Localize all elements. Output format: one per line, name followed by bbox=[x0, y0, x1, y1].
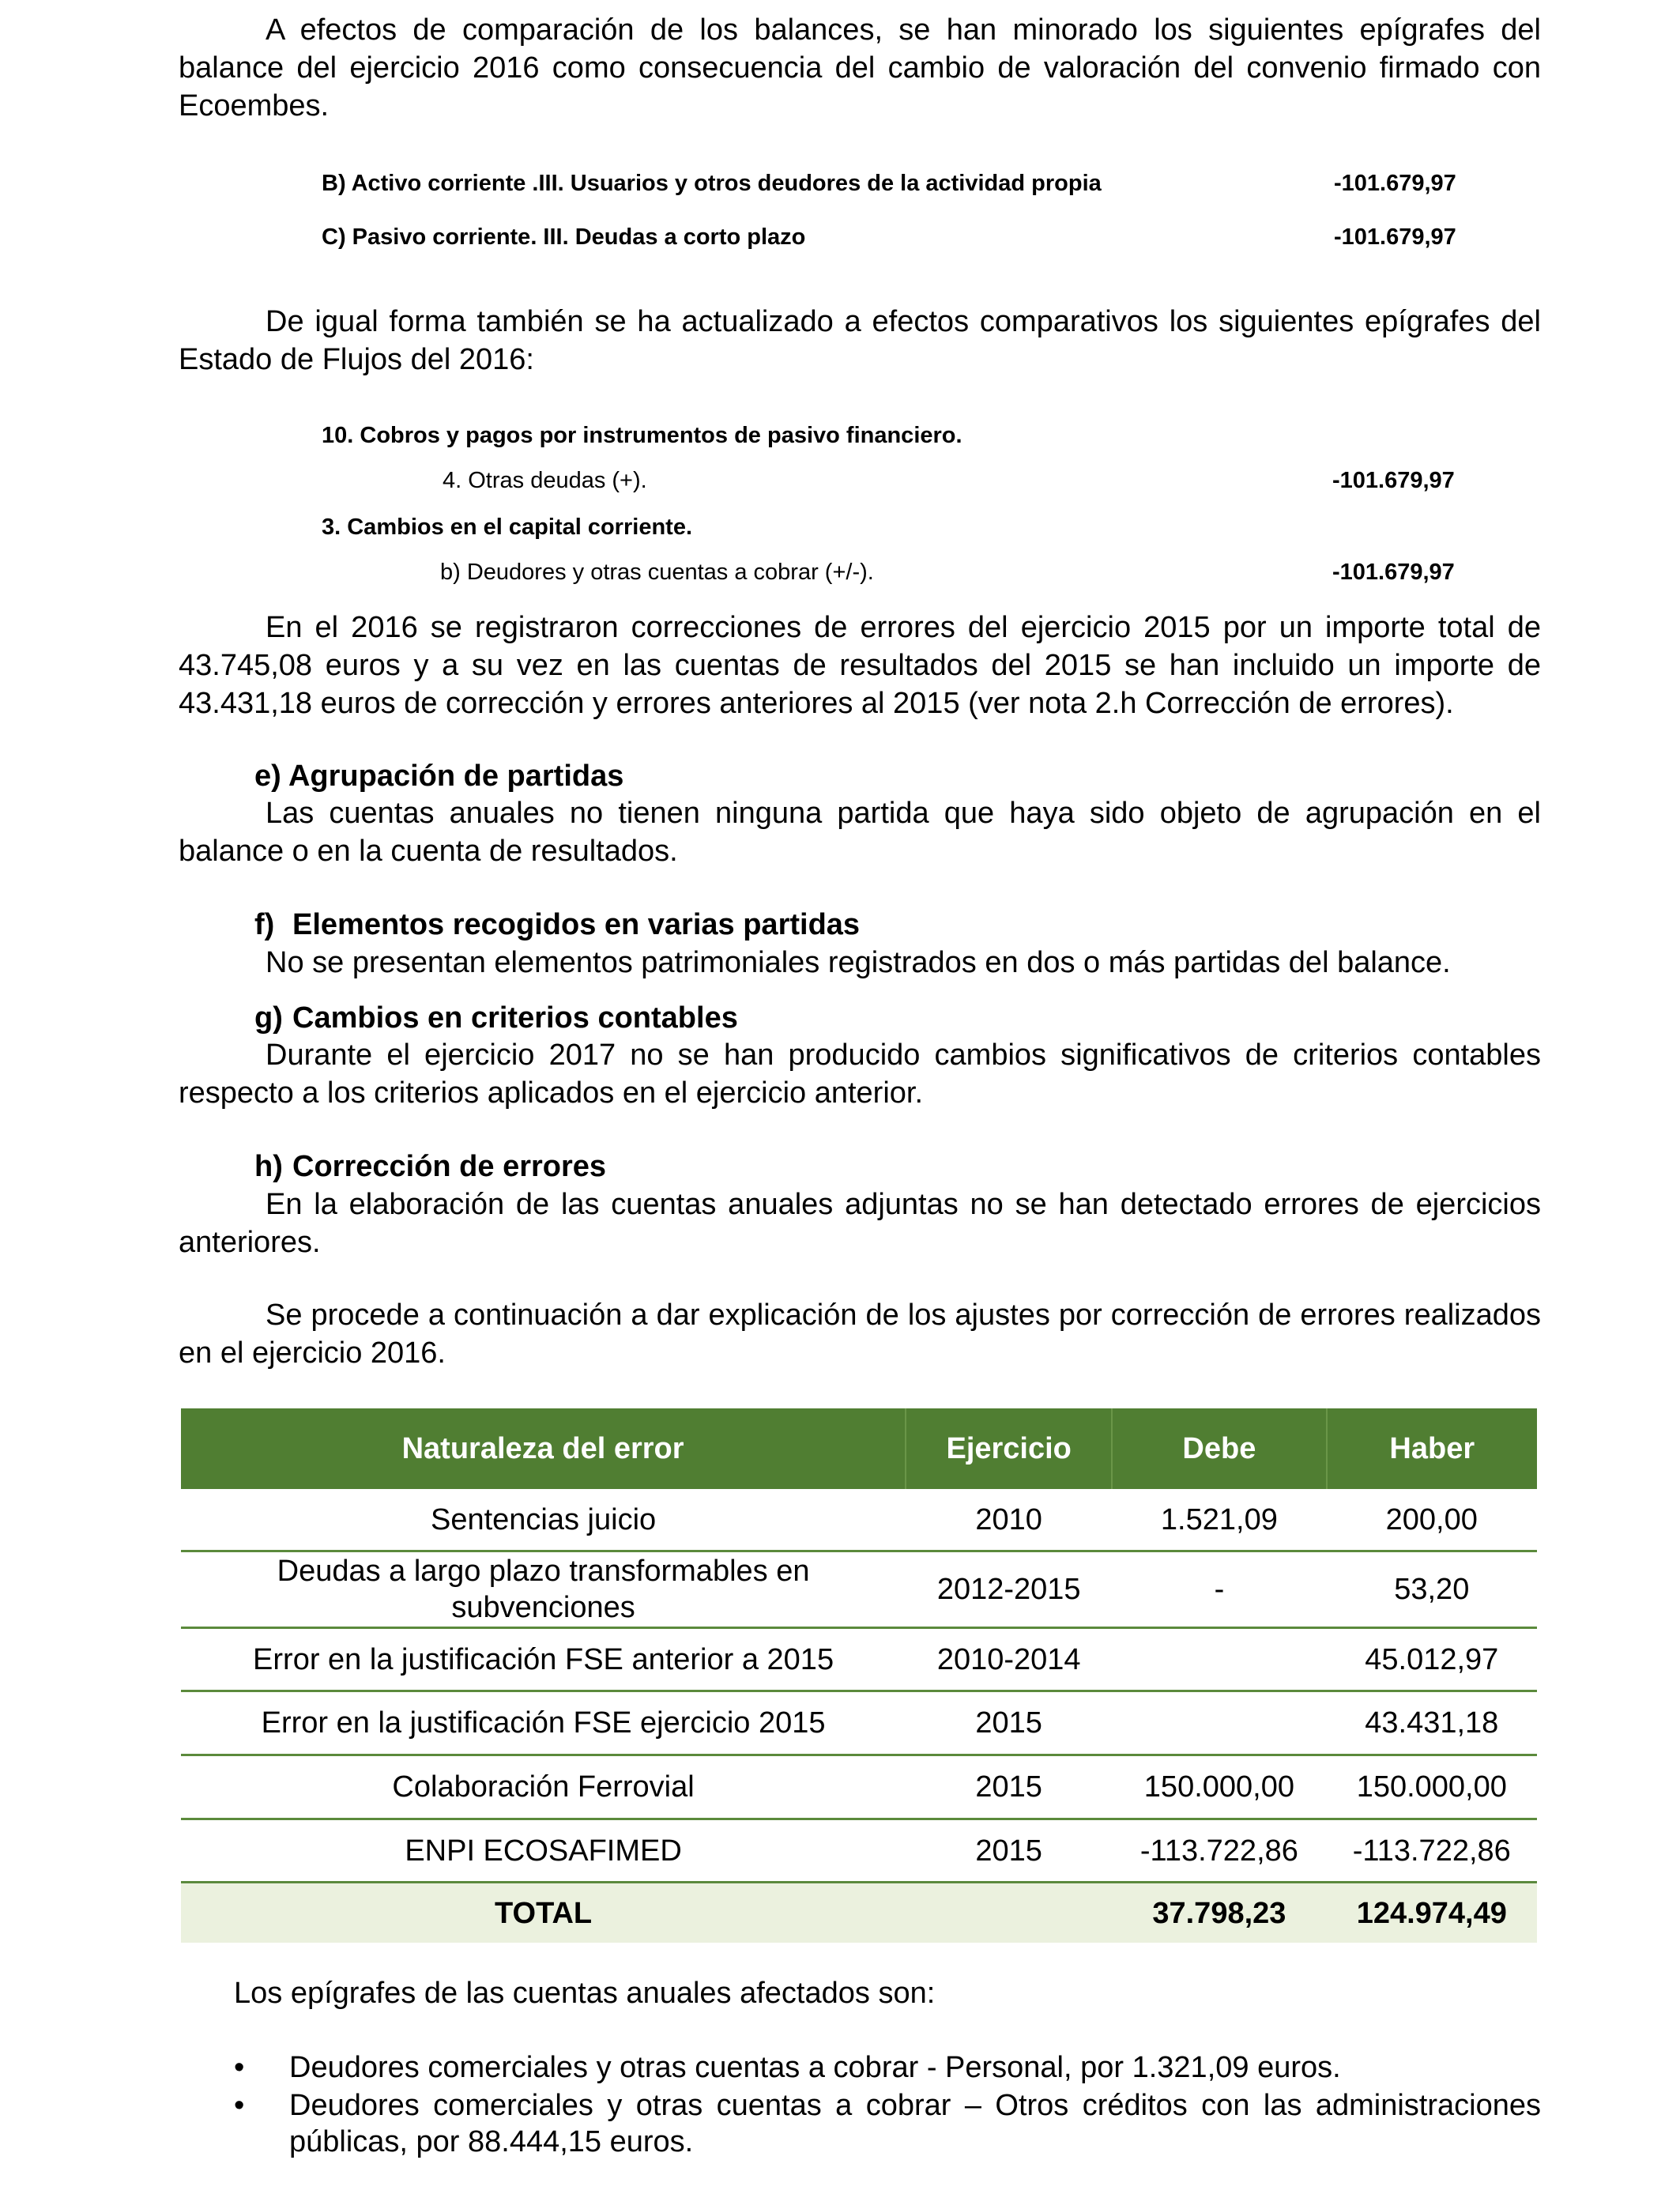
cell-debe: -113.722,86 bbox=[1112, 1819, 1326, 1883]
flujos-group2-item: b) Deudores y otras cuentas a cobrar (+/-). bbox=[440, 560, 874, 585]
header-haber: Haber bbox=[1327, 1408, 1537, 1489]
section-h-title: Corrección de errores bbox=[292, 1150, 607, 1183]
section-e-heading: e) Agrupación de partidas bbox=[254, 760, 624, 793]
total-ejercicio bbox=[906, 1883, 1112, 1943]
flujos-group1-item: 4. Otras deudas (+). bbox=[443, 468, 647, 493]
cell-naturaleza: Error en la justificación FSE anterior a 2015 bbox=[181, 1628, 906, 1691]
flujos-group1-title: 10. Cobros y pagos por instrumentos de pasivo financiero. bbox=[322, 423, 962, 448]
flujos-group2-title: 3. Cambios en el capital corriente. bbox=[322, 515, 692, 540]
cell-debe: 1.521,09 bbox=[1112, 1489, 1326, 1551]
total-label: TOTAL bbox=[181, 1883, 906, 1943]
bullet-icon: • bbox=[234, 2051, 245, 2084]
table-row bbox=[181, 1628, 1537, 1691]
total-haber: 124.974,49 bbox=[1327, 1883, 1537, 1943]
balance-item-pasivo: C) Pasivo corriente. III. Deudas a corto plazo bbox=[322, 224, 806, 250]
section-h-heading: h) Corrección de errores bbox=[254, 1150, 607, 1183]
section-f-title: Elementos recogidos en varias partidas bbox=[292, 908, 861, 941]
cell-haber: 200,00 bbox=[1327, 1489, 1537, 1551]
cell-debe bbox=[1112, 1691, 1326, 1755]
header-debe: Debe bbox=[1112, 1408, 1326, 1489]
balance-item-activo: B) Activo corriente .III. Usuarios y otros deudores de la actividad propia bbox=[322, 171, 1102, 196]
total-debe: 37.798,23 bbox=[1112, 1883, 1326, 1943]
cell-ejercicio: 2015 bbox=[906, 1691, 1112, 1755]
table-row bbox=[181, 1819, 1537, 1883]
bullet-item-1: Deudores comerciales y otras cuentas a cobrar - Personal, por 1.321,09 euros. bbox=[289, 2051, 1341, 2084]
cell-ejercicio: 2012-2015 bbox=[906, 1551, 1112, 1628]
flujos-intro-paragraph: De igual forma también se ha actualizado a efectos comparativos los siguientes epígrafes del Estado de Flujos del 2016: bbox=[179, 305, 1541, 376]
header-naturaleza: Naturaleza del error bbox=[181, 1408, 906, 1489]
table-row bbox=[181, 1551, 1537, 1628]
ajustes-intro-paragraph: Se procede a continuación a dar explicación de los ajustes por corrección de errores realizados en el ejercicio 2016. bbox=[179, 1299, 1541, 1370]
cell-naturaleza: Sentencias juicio bbox=[181, 1489, 906, 1551]
cell-haber: 45.012,97 bbox=[1327, 1628, 1537, 1691]
bullet-icon: • bbox=[234, 2089, 245, 2122]
cell-haber: -113.722,86 bbox=[1327, 1819, 1537, 1883]
error-corrections-table bbox=[181, 1408, 1537, 1943]
cell-ejercicio: 2015 bbox=[906, 1819, 1112, 1883]
section-g-heading: g) Cambios en criterios contables bbox=[254, 1001, 738, 1035]
correcciones-paragraph: En el 2016 se registraron correcciones de errores del ejercicio 2015 por un importe total de 43.745,08 euros y a su vez en las cuentas de resultados del 2015 se han incluido un importe de 43.431,18 euros de corrección y errores anteriores al 2015 (ver nota 2.h Corrección de errores). bbox=[179, 611, 1541, 720]
table-row bbox=[181, 1489, 1537, 1551]
cell-naturaleza: Error en la justificación FSE ejercicio 2015 bbox=[181, 1691, 906, 1755]
flujos-group2-amount: -101.679,97 bbox=[1332, 560, 1455, 585]
flujos-group1-amount: -101.679,97 bbox=[1332, 468, 1455, 493]
cell-debe: 150.000,00 bbox=[1112, 1755, 1326, 1819]
section-f-text: No se presentan elementos patrimoniales registrados en dos o más partidas del balance. bbox=[266, 946, 1451, 979]
intro-paragraph: A efectos de comparación de los balances, se han minorado los siguientes epígrafes del balance del ejercicio 2016 como consecuencia del cambio de valoración del convenio firmado con Ecoembes. bbox=[179, 13, 1541, 123]
section-g-text: Durante el ejercicio 2017 no se han producido cambios significativos de criterios contables respecto a los criterios aplicados en el ejercicio anterior. bbox=[179, 1039, 1541, 1110]
table-row bbox=[181, 1755, 1537, 1819]
cell-naturaleza: Deudas a largo plazo transformables en subvenciones bbox=[181, 1551, 906, 1628]
cell-naturaleza: Colaboración Ferrovial bbox=[181, 1755, 906, 1819]
section-f-heading: f) Elementos recogidos en varias partidas bbox=[254, 908, 861, 941]
epigrafes-intro: Los epígrafes de las cuentas anuales afectados son: bbox=[234, 1977, 936, 2010]
section-e-title: Agrupación de partidas bbox=[288, 760, 624, 793]
cell-ejercicio: 2015 bbox=[906, 1755, 1112, 1819]
table-header-row bbox=[181, 1408, 1537, 1489]
balance-amount-activo: -101.679,97 bbox=[1334, 171, 1456, 196]
bullet-item-2: Deudores comerciales y otras cuentas a cobrar – Otros créditos con las administraciones públicas, por 88.444,15 euros. bbox=[289, 2089, 1541, 2158]
table-row bbox=[181, 1691, 1537, 1755]
cell-debe bbox=[1112, 1628, 1326, 1691]
table-total-row bbox=[181, 1883, 1537, 1943]
cell-ejercicio: 2010-2014 bbox=[906, 1628, 1112, 1691]
cell-haber: 43.431,18 bbox=[1327, 1691, 1537, 1755]
section-h-text: En la elaboración de las cuentas anuales adjuntas no se han detectado errores de ejercicios anteriores. bbox=[179, 1188, 1541, 1259]
header-ejercicio: Ejercicio bbox=[906, 1408, 1112, 1489]
section-e-text: Las cuentas anuales no tienen ninguna partida que haya sido objeto de agrupación en el balance o en la cuenta de resultados. bbox=[179, 797, 1541, 868]
cell-ejercicio: 2010 bbox=[906, 1489, 1112, 1551]
cell-haber: 53,20 bbox=[1327, 1551, 1537, 1628]
section-g-title: Cambios en criterios contables bbox=[292, 1001, 738, 1035]
cell-haber: 150.000,00 bbox=[1327, 1755, 1537, 1819]
cell-naturaleza: ENPI ECOSAFIMED bbox=[181, 1819, 906, 1883]
balance-amount-pasivo: -101.679,97 bbox=[1334, 224, 1456, 250]
cell-debe: - bbox=[1112, 1551, 1326, 1628]
